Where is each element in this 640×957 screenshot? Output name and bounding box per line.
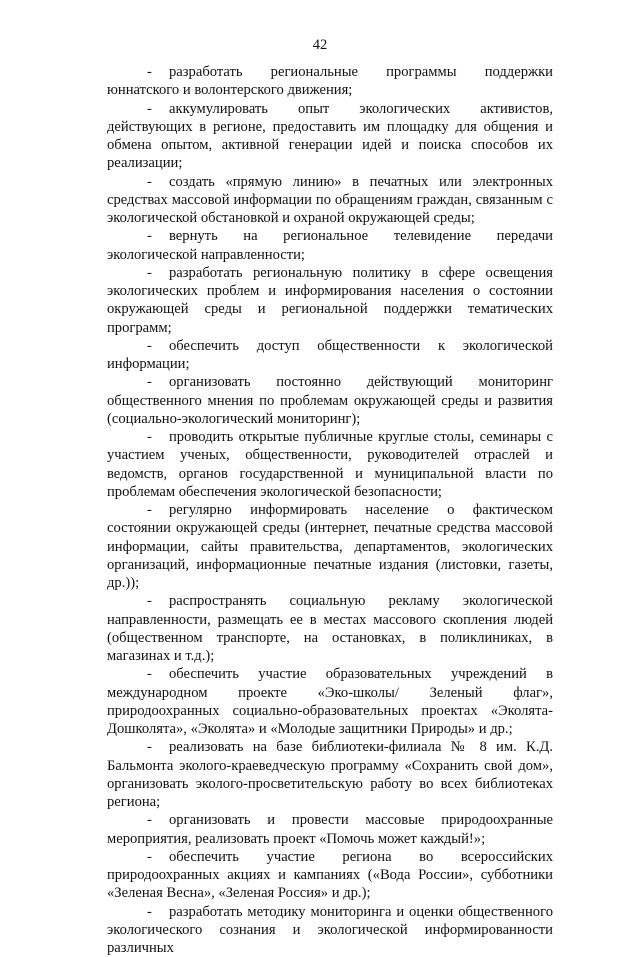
list-item-text: вернуть на региональное телевидение передачи экологической направленности; xyxy=(107,228,553,262)
list-item xyxy=(107,264,553,337)
dash-bullet: - xyxy=(147,373,169,391)
dash-bullet: - xyxy=(147,665,169,683)
list-item-text: аккумулировать опыт экологических активистов, действующих в регионе, предоставить им площадку для общения и обмена опытом, активной генерации идей и поиска способов их реализации; xyxy=(107,101,553,172)
list-item xyxy=(107,848,553,903)
list-item-text: распространять социальную рекламу экологической направленности, размещать ее в местах массового скопления людей (общественном транспорте, на остановках, в поликлиниках, в магазинах и т.д.); xyxy=(107,593,553,664)
dash-bullet: - xyxy=(147,848,169,866)
dash-bullet: - xyxy=(147,337,169,355)
list-item xyxy=(107,227,553,264)
list-item xyxy=(107,100,553,173)
list-item xyxy=(107,592,553,665)
list-item-text: организовать постоянно действующий мониторинг общественного мнения по проблемам окружающей среды и развития (социально-экологический мониторинг); xyxy=(107,374,553,427)
list-item-text: создать «прямую линию» в печатных или электронных средствах массовой информации по обращениям граждан, связанным с экологической обстановкой и охраной окружающей среды; xyxy=(107,174,553,227)
list-item xyxy=(107,665,553,738)
dash-bullet: - xyxy=(147,811,169,829)
recommendations-list xyxy=(107,63,553,957)
list-item-text: реализовать на базе библиотеки-филиала № 8 им. К.Д. Бальмонта эколого-краеведческую программу «Сохранить свой дом», организовать эколого-просветительскую работу во всех библиотеках региона; xyxy=(107,739,553,810)
dash-bullet: - xyxy=(147,903,169,921)
dash-bullet: - xyxy=(147,501,169,519)
dash-bullet: - xyxy=(147,428,169,446)
list-item xyxy=(107,903,553,957)
list-item xyxy=(107,63,553,100)
dash-bullet: - xyxy=(147,592,169,610)
list-item xyxy=(107,173,553,228)
list-item-text: организовать и провести массовые природоохранные мероприятия, реализовать проект «Помочь может каждый!»; xyxy=(107,812,553,846)
list-item xyxy=(107,373,553,428)
list-item xyxy=(107,428,553,501)
list-item-text: обеспечить участие образовательных учреждений в международном проекте «Эко-школы/ Зеленый флаг», природоохранных социально-образовательных проектах «Эколята-Дошколята», «Эколята» и «Молодые защитники Природы» и др.; xyxy=(107,666,553,737)
list-item-text: регулярно информировать население о фактическом состоянии окружающей среды (интернет, печатные средства массовой информации, сайты правительства, департаментов, экологических организаций, информационные печатные издания (листовки, газеты, др.)); xyxy=(107,502,553,591)
list-item-text: разработать методику мониторинга и оценки общественного экологического сознания и экологической информированности различных xyxy=(107,904,553,957)
list-item xyxy=(107,811,553,848)
list-item-text: разработать региональные программы поддержки юннатского и волонтерского движения; xyxy=(107,64,553,98)
list-item xyxy=(107,738,553,811)
list-item xyxy=(107,337,553,374)
list-item-text: обеспечить участие региона во всероссийских природоохранных акциях и кампаниях («Вода России», субботники «Зеленая Весна», «Зеленая Россия» и др.); xyxy=(107,849,553,902)
dash-bullet: - xyxy=(147,63,169,81)
dash-bullet: - xyxy=(147,173,169,191)
list-item-text: проводить открытые публичные круглые столы, семинары с участием ученых, общественности, руководителей отраслей и ведомств, органов государственной и муниципальной власти по проблемам обеспечения экологической безопасности; xyxy=(107,429,553,500)
dash-bullet: - xyxy=(147,264,169,282)
dash-bullet: - xyxy=(147,227,169,245)
list-item-text: обеспечить доступ общественности к экологической информации; xyxy=(107,338,553,372)
page-number: 42 xyxy=(0,36,640,54)
dash-bullet: - xyxy=(147,738,169,756)
list-item-text: разработать региональную политику в сфере освещения экологических проблем и информирования населения о состоянии окружающей среды и региональной поддержки тематических программ; xyxy=(107,265,553,336)
list-item xyxy=(107,501,553,592)
dash-bullet: - xyxy=(147,100,169,118)
